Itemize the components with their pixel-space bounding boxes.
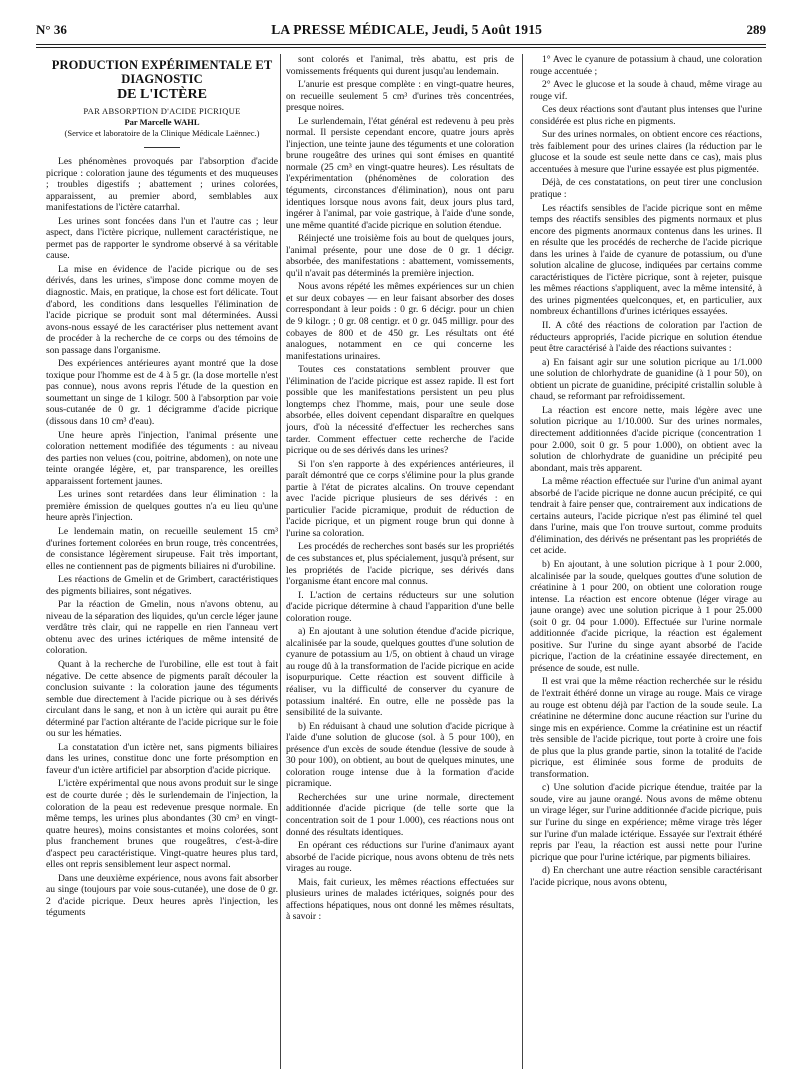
paragraph: II. A côté des réactions de coloration par l'action de réducteurs appropriés, l'acide picrique en solution étendue peut être caractérisé à l'aide des réactions suivantes : <box>530 320 762 355</box>
running-header <box>36 22 766 42</box>
column-3 <box>530 54 762 1074</box>
column-2-body <box>286 54 514 923</box>
title-separator <box>144 147 180 148</box>
paragraph: a) En ajoutant à une solution étendue d'acide picrique, alcalinisée par la soude, quelques gouttes d'une solution de cyanure de potassium au 1/5, on obtient à chaud un virage au rouge dû à la transformation de l'acide picrique en acide isopurpurique. Cette réaction est souvent difficile à réaliser, vu la difficulté de conserver du cyanure de potassium inaltéré. En outre, elle ne possède pas la sensibilité de la suivante. <box>286 626 514 719</box>
article-subtitle: PAR ABSORPTION D'ACIDE PICRIQUE <box>83 106 241 116</box>
paragraph: L'anurie est presque complète : en vingt-quatre heures, on recueille seulement 5 cm³ d'urines très concentrées, presque noires. <box>286 79 514 114</box>
journal-title: LA PRESSE MÉDICALE, Jeudi, 5 Août 1915 <box>271 22 543 37</box>
paragraph: Les urines sont retardées dans leur élimination : la première émission de quelques gouttes n'a eu lieu qu'une heure après l'injection. <box>46 489 278 524</box>
paragraph: Réinjecté une troisième fois au bout de quelques jours, l'animal présente, pour une dose de 0 gr. 1 décigr. absorbée, des manifestations : abattement, vomissements, qu'il n'avait pas déterminés la première injection. <box>286 233 514 279</box>
header-rule <box>36 44 766 45</box>
column-1-body <box>46 156 278 919</box>
article-title: PRODUCTION EXPÉRIMENTALE ET DIAGNOSTIC <box>51 58 273 86</box>
issue-number: N° 36 <box>36 22 67 37</box>
paragraph: b) En réduisant à chaud une solution d'acide picrique à l'aide d'une solution de glucose (sol. à 5 pour 100), en présence d'un excès de soude étendue (lessive de soude à 30 pour 100), on obtient, au bout de quelques minutes, une coloration rouge intense due à la formation d'acide picramique. <box>286 720 514 790</box>
paragraph: d) En cherchant une autre réaction sensible caractérisant l'acide picrique, nous avons obtenu, <box>530 865 762 888</box>
paragraph: Mais, fait curieux, les mêmes réactions effectuées sur plusieurs urines de malades ictériques, soignés pour des affections hépatiques, nous ont donné les mêmes résultats, à savoir : <box>286 876 514 923</box>
header-rule-thin <box>36 47 766 48</box>
paragraph: Les procédés de recherches sont basés sur les propriétés de ces substances et, plus spécialement, jusqu'à présent, sur les propriétés de l'acide picrique, ses dérivés dans l'organisme étant encore mal connus. <box>286 541 514 588</box>
paragraph: Les réactifs sensibles de l'acide picrique sont en même temps des réactifs sensibles des pigments normaux et plus encore des pigments anormaux contenus dans les urines. Il en résulte que les procédés de recherche de l'acide picrique dans les urines à l'aide de cyanure de potassium, ou d'une solution alcaline de glucose, indiquées par certains comme caractéristiques de l'ictère picrique, sont à rejeter, puisque les mêmes réactions s'appliquent, avec la même intensité, à des urines pigmentées quelconques, et, en particulier, aux nombreux échantillons d'urines ictériques essayées. <box>530 202 762 318</box>
article-author: Par Marcelle WAHL <box>124 117 200 127</box>
paragraph: Si l'on s'en rapporte à des expériences antérieures, il paraît démontré que ce corps s'élimine pour la plus grande partie à l'état de picrates alcalins. On trouve cependant avec l'acide picrique plusieurs de ses dérivés : en particulier l'acide picramique, produit de réduction de l'acide picrique, et un pigment rouge brun qui donne à l'urine sa coloration. <box>286 458 514 539</box>
paragraph: Par la réaction de Gmelin, nous n'avons obtenu, au niveau de la séparation des liquides, qu'un cercle léger jaune verdâtre très clair, qui ne rappelle en rien l'anneau vert obtenu avec des urines ictériques de même intensité de coloration. <box>46 599 278 657</box>
page-number: 289 <box>746 22 766 37</box>
column-divider <box>280 54 281 1069</box>
paragraph: sont colorés et l'animal, très abattu, est pris de vomissements fréquents qui durent jusqu'au lendemain. <box>286 54 514 77</box>
paragraph: c) Une solution d'acide picrique étendue, traitée par la soude, vire au jaune orangé. Nous avons de même obtenu un virage léger, sur l'urine additionnée d'acide picrique, puis sur l'urine du singe en expérience; même virage très léger sur l'urine d'un malade ictérique. Essayée sur l'extrait éthéré repris par l'eau, la réaction est aussi nette pour l'urine picrique que pour l'urine ictérique, par pigments biliaires. <box>530 782 762 863</box>
paragraph: Recherchées sur une urine normale, directement additionnée d'acide picrique (de telle sorte que la concentration soit de 1 pour 1.000), ces réactions nous ont donné des résultats identiques. <box>286 791 514 838</box>
paragraph: Sur des urines normales, on obtient encore ces réactions, très faiblement pour des urines claires (la réduction par le glucose et la soude est seule nette dans ce cas), mais plus accentuées à mesure que l'urine essayée est plus pigmentée. <box>530 129 762 175</box>
paragraph: La réaction est encore nette, mais légère avec une solution picrique au 1/10.000. Sur des urines normales, directement additionnées d'acide picrique (concentration 1 pour 2.000, soit 0 gr. 5 pour 1.000), on obtient avec la solution de chlorhydrate de guanidine un précipité peu abondant, mais très apparent. <box>530 404 762 474</box>
paragraph: Ces deux réactions sont d'autant plus intenses que l'urine considérée est plus riche en pigments. <box>530 104 762 127</box>
column-2 <box>286 54 514 1074</box>
paragraph: I. L'action de certains réducteurs sur une solution d'acide picrique détermine à chaud l'apparition d'une belle coloration rouge. <box>286 589 514 624</box>
article-affiliation: (Service et laboratoire de la Clinique Médicale Laënnec.) <box>64 128 260 138</box>
paragraph: Il est vrai que la même réaction recherchée sur le résidu de l'extrait éthéré donne un virage au rouge. Mais ce virage au rouge est obtenu déjà par l'action de la soude seule. La créatinine ne détermine donc aucune réaction sur l'urine du singe mis en expérience. Comme la créatinine est un réactif très sensible de l'acide picrique, tout porte à croire une fois de plus que la plus grande partie, sinon la totalité de l'acide picrique, est éliminée sous forme de produits de transformation. <box>530 676 762 780</box>
column-divider <box>522 54 523 1069</box>
paragraph: Quant à la recherche de l'urobiline, elle est tout à fait négative. De cette absence de pigments paraît découler la conclusion suivante : la coloration jaune des téguments semble due directement à l'acide picrique ou à ses dérivés circulant dans le sang, et non à un ictère qui aurait pu être déterminé par l'action altérante de l'acide picrique sur le foie ou sur les hématies. <box>46 658 278 740</box>
paragraph: Les phénomènes provoqués par l'absorption d'acide picrique : coloration jaune des téguments et des muqueuses ; troubles digestifs ; abattement ; urines colorées, apparaissent, au premier abord, semblables aux manifestations de l'ictère catarrhal. <box>46 156 278 214</box>
paragraph: Les réactions de Gmelin et de Grimbert, caractéristiques des pigments biliaires, sont négatives. <box>46 574 278 597</box>
column-1 <box>46 54 278 1074</box>
paragraph: b) En ajoutant, à une solution picrique à 1 pour 2.000, alcalinisée par la soude, quelques gouttes d'une solution de créatinine à 1 pour 200, on obtient une coloration rouge intense. La réaction est encore obtenue (léger virage au jaune orange) avec une solution picrique à 1 pour 25.000 (soit 0 gr. 04 pour 1.000). Effectuée sur l'urine normale additionnée d'acide picrique, la réaction est également positive. Sur l'urine du singe ayant absorbé de l'acide picrique, l'action de la créatinine essayée directement, en présence de soude, est nulle. <box>530 558 762 674</box>
column-3-body <box>530 54 762 888</box>
paragraph: L'ictère expérimental que nous avons produit sur le singe est de courte durée ; dès le surlendemain de l'injection, la coloration de la peau est redevenue presque normale. En même temps, les urines plus abondantes (30 cm³ en vingt-quatre heures), moins consistantes et moins colorées, sont plus franchement brunes que rougeâtres, c'est-à-dire d'aspect peu caractéristique. Vingt-quatre heures plus tard, elles ont repris sensiblement leur aspect normal. <box>46 778 278 871</box>
paragraph: La mise en évidence de l'acide picrique ou de ses dérivés, dans les urines, s'impose donc comme moyen de diagnostic. Mais, en pratique, la chose est fort délicate. Tout d'abord, les conditions dans lesquelles l'élimination de l'acide picrique se produit sont mal déterminées. Aussi avons-nous essayé de les caractériser plus nettement avant de procéder à la recherche de ce corps ou des témoins de son passage dans l'organisme. <box>46 263 278 356</box>
paragraph: La constatation d'un ictère net, sans pigments biliaires dans les urines, constitue donc une forte présomption en faveur d'un ictère artificiel par absorption d'acide picrique. <box>46 741 278 776</box>
paragraph: Nous avons répété les mêmes expériences sur un chien et sur deux cobayes — en leur faisant absorber des doses correspondant à leur poids : 0 gr. 6 décigr. pour un chien de 9 kilogr. ; 0 gr. 08 centigr. et 0 gr. 045 milligr. pour des cobayes de 800 et de 450 gr. Les résultats ont été analogues, notamment en ce qui concerne les manifestations urinaires. <box>286 281 514 362</box>
paragraph: Les urines sont foncées dans l'un et l'autre cas ; leur aspect, dans l'ictère picrique, nullement caractéristique, ne permet pas de rapporter le syndrome observé à sa véritable cause. <box>46 215 278 262</box>
paragraph: a) En faisant agir sur une solution picrique au 1/1.000 une solution de chlorhydrate de guanidine (à 1 pour 50), on obtient un picrate de guanidine, précipité cristallin soluble à chaud, se reformant par refroidissement. <box>530 356 762 403</box>
paragraph: Des expériences antérieures ayant montré que la dose toxique pour l'homme est de 4 à 5 gr. (la dose mortelle n'est pas connue), nous avons repris l'étude de la question en soumettant un singe de 1 kilogr. 500 à l'absorption par voie sous-cutanée de 0 gr. 1 décigramme d'acide picrique (dissous dans 10 cm³ d'eau). <box>46 358 278 428</box>
paragraph: 1° Avec le cyanure de potassium à chaud, une coloration rouge accentuée ; <box>530 54 762 77</box>
paragraph: Le surlendemain, l'état général est redevenu à peu près normal. Il persiste cependant encore, quatre jours après l'injection, une teinte jaune des téguments et une coloration brune rougeâtre des urines qui sont émises en quantité normale (25 cm³ en vingt-quatre heures). Les résultats de l'expérimentation (phénomènes de coloration des téguments, circonstances d'élimination), nous ont paru identiques lorsque nous avons fait, deux jours plus tard, ingérer à l'animal, par voie gastrique, à l'aide d'une sonde, une même quantité d'acide picrique en solution étendue. <box>286 115 514 231</box>
article-title-line2: DE L'ICTÈRE <box>117 87 207 102</box>
paragraph: Une heure après l'injection, l'animal présente une coloration nettement modifiée des téguments : au niveau des parties non velues (cou, poitrine, abdomen), on note une teinte orangée légère, et, par transparence, les oreilles apparaissent fortement jaunes. <box>46 429 278 487</box>
paragraph: Déjà, de ces constatations, on peut tirer une conclusion pratique : <box>530 177 762 201</box>
paragraph: La même réaction effectuée sur l'urine d'un animal ayant absorbé de l'acide picrique ne donne aucun précipité, ce qui tendrait à faire penser que, contrairement aux indications de certains auteurs, l'acide picrique n'est pas éliminé tel quel dans l'urine, mais que l'on trouve surtout, comme produits d'élimination, des dérivés ne présentant pas les propriétés de cet acide. <box>530 476 762 557</box>
paragraph: Le lendemain matin, on recueille seulement 15 cm³ d'urines fortement colorées en brun rouge, très concentrées, de consistance légèrement sirupeuse. Fait très important, elles ne contiennent pas de pigments biliaires ni d'urobiline. <box>46 525 278 572</box>
paragraph: En opérant ces réductions sur l'urine d'animaux ayant absorbé de l'acide picrique, nous avons obtenu de très nets virages au rouge. <box>286 840 514 875</box>
paragraph: Dans une deuxième expérience, nous avons fait absorber au singe (toujours par voie sous-cutanée), une dose de 0 gr. 2 d'acide picrique. Deux heures après l'injection, les téguments <box>46 872 278 919</box>
paragraph: 2° Avec le glucose et la soude à chaud, même virage au rouge vif. <box>530 79 762 102</box>
paragraph: Toutes ces constatations semblent prouver que l'élimination de l'acide picrique est assez rapide. Il est fort possible que les manifestations persistent un peu plus longtemps chez l'homme, mais, pour une seule dose absorbée, elles doivent cependant disparaître en quelques jours, d'où la nécessité d'effectuer les recherches sans tarder. Comment effectuer cette recherche de l'acide picrique ou de ses dérivés dans les urines? <box>286 364 514 457</box>
